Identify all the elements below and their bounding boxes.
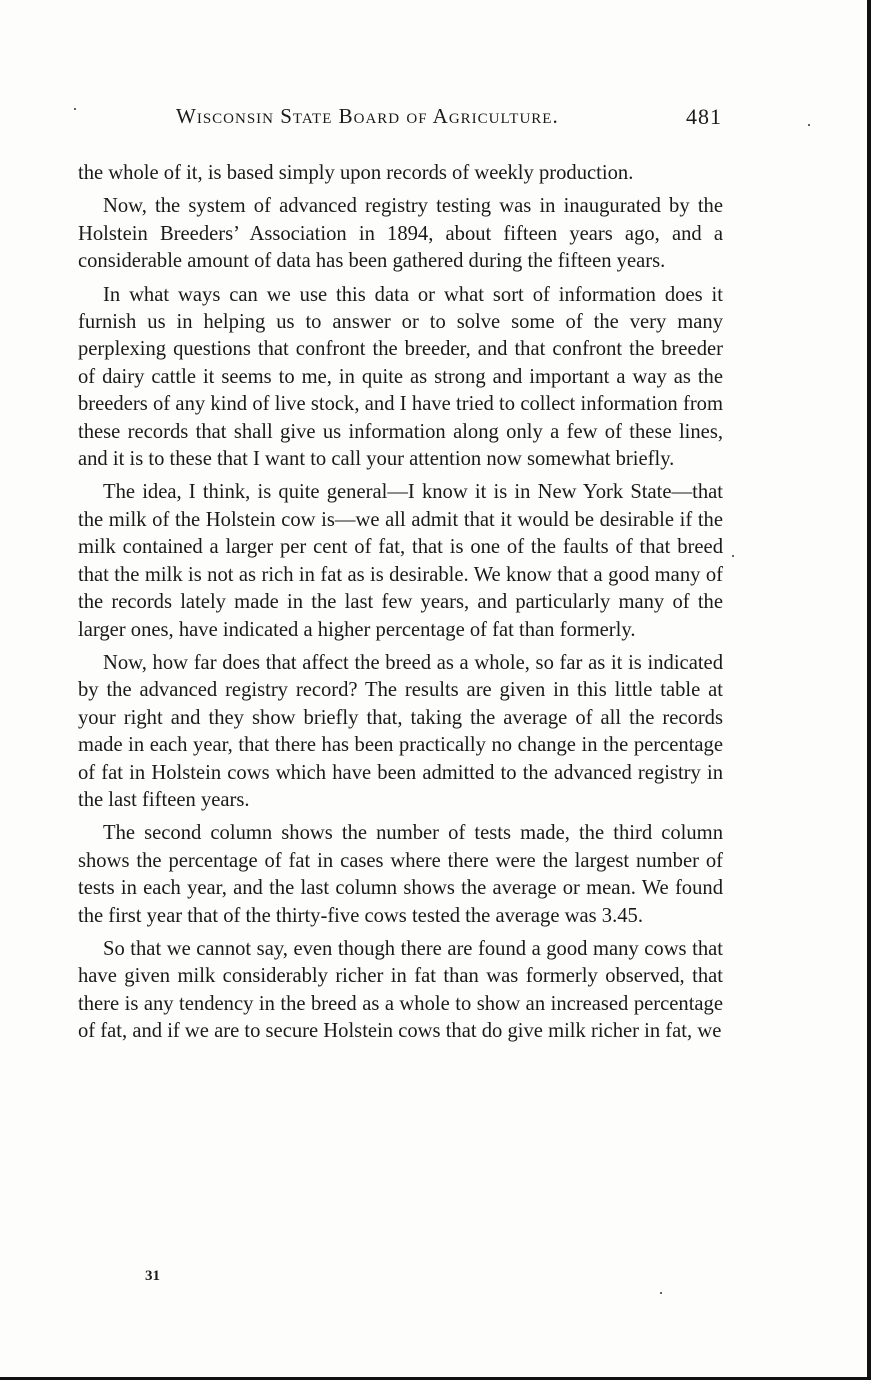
body-text [78, 160, 723, 1052]
scan-speck [732, 555, 734, 557]
running-title: Wisconsin State Board of Agriculture. [176, 104, 559, 128]
page-number: 481 [686, 104, 722, 129]
paragraph-3: In what ways can we use this data or what sort of information does it furnish us in helping us to answer or to solve some of the very many perplexing questions that confront the breeder, and that confront the breeder of dairy cattle it seems to me, in quite as strong and important a way as the breeders of any kind of live stock, and I have tried to collect information from these records that shall give us information along only a few of these lines, and it is to these that I want to call your attention now somewhat briefly. [78, 283, 723, 471]
paragraph-5: Now, how far does that affect the breed as a whole, so far as it is indicated by the advanced registry record? The results are given in this little table at your right and they show briefly that, taking the average of all the records made in each year, that there has been practically no change in the percentage of fat in Holstein cows which have been admitted to the advanced registry in the last fifteen years. [78, 651, 723, 811]
scan-speck [74, 108, 76, 110]
signature-mark: 31 [145, 1268, 160, 1284]
scan-speck [660, 1292, 662, 1294]
scan-border-right [867, 0, 871, 1380]
paragraph-4: The idea, I think, is quite general—I know it is in New York State—that the milk of the Holstein cow is—we all admit that it would be desirable if the milk contained a larger per cent of fat, that is one of the faults of that breed that the milk is not as rich in fat as is desirable. We know that a good many of the records lately made in the last few years, and particularly many of the larger ones, have indicated a higher percentage of fat than formerly. [78, 481, 723, 641]
running-header [176, 104, 722, 134]
paragraph-2: Now, the system of advanced registry testing was in inaugurated by the Holstein Breeders’ Association in 1894, about fifteen years ago, and a considerable amount of data has been gathered during the fifteen years. [78, 195, 723, 273]
scan-speck [808, 124, 810, 126]
paragraph-7: So that we cannot say, even though there are found a good many cows that have given milk considerably richer in fat than was formerly observed, that there is any tendency in the breed as a whole to show an increased percentage of fat, and if we are to secure Holstein cows that do give milk richer in fat, we [78, 937, 723, 1043]
paragraph-1: the whole of it, is based simply upon records of weekly production. [78, 162, 634, 184]
paragraph-6: The second column shows the number of tests made, the third column shows the percentage of fat in cases where there were the largest number of tests in each year, and the last column shows the average or mean. We found the first year that of the thirty-five cows tested the average was 3.45. [78, 822, 723, 927]
